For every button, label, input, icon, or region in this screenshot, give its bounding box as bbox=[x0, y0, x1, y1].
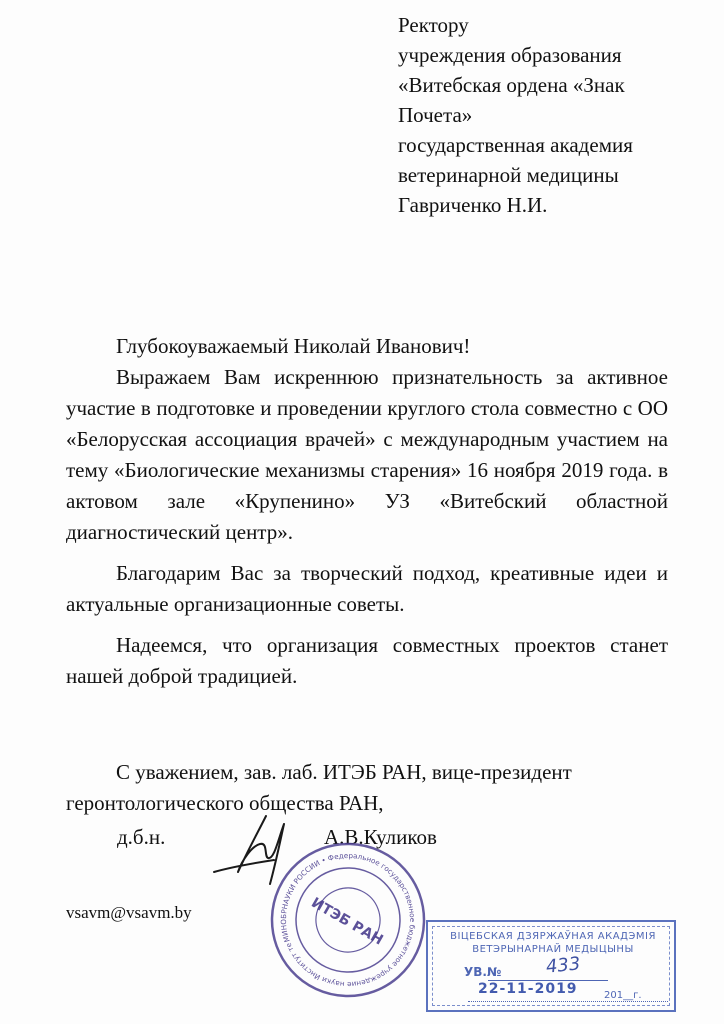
addressee-line: государственная академия bbox=[398, 133, 633, 157]
addressee-line: Ректору bbox=[398, 13, 469, 37]
addressee-line: Почета» bbox=[398, 103, 473, 127]
addressee-line: учреждения образования bbox=[398, 43, 622, 67]
paragraph-gratitude: Выражаем Вам искреннюю признательность за активное участие в подготовке и проведении круглого стола совместно с ОО «Белорусская ассоциация врачей» с международным участием на тему «Биологические механизмы старения» 16 ноября 2019 года. в актовом зале «Крупенино» УЗ «Витебский областной диагностический центр». bbox=[66, 365, 668, 544]
stamp-org-line: ВІЦЕБСКАЯ ДЗЯРЖАЎНАЯ АКАДЭМІЯ bbox=[450, 931, 656, 942]
stamp-number-label: УВ.№ bbox=[464, 965, 502, 979]
letter-body bbox=[66, 331, 668, 692]
closing-block bbox=[66, 757, 676, 819]
stamp-registration-number: 433 bbox=[544, 953, 582, 978]
closing-line: С уважением, зав. лаб. ИТЭБ РАН, вице-президент bbox=[116, 760, 572, 784]
seal-ring-text: МИНОБРНАУКИ РОССИИ • Федеральное государственное бюджетное учреждение науки Институт теоретической bbox=[278, 850, 417, 990]
paragraph-thanks: Благодарим Вас за творческий подход, креативные идеи и актуальные организационные советы. bbox=[66, 561, 668, 616]
registration-stamp bbox=[426, 920, 676, 1012]
stamp-date: 22-11-2019 bbox=[478, 981, 578, 997]
email-address: vsavm@vsavm.by bbox=[66, 903, 192, 922]
signer-name: А.В.Куликов bbox=[324, 825, 437, 849]
addressee-block bbox=[398, 10, 698, 220]
round-seal bbox=[268, 840, 428, 1000]
stamp-org-line: ВЕТЭРЫНАРНАЙ МЕДЫЦЫНЫ bbox=[472, 944, 634, 955]
seal-center-text: ИТЭБ РАН bbox=[308, 894, 386, 949]
closing-line: геронтологического общества РАН, bbox=[66, 791, 384, 815]
addressee-line: Гавриченко Н.И. bbox=[398, 193, 548, 217]
stamp-year-suffix: 201__г. bbox=[604, 990, 642, 1001]
addressee-line: ветеринарной медицины bbox=[398, 163, 619, 187]
salutation: Глубокоуважаемый Николай Иванович! bbox=[116, 334, 471, 358]
paragraph-hope: Надеемся, что организация совместных проектов станет нашей доброй традицией. bbox=[66, 633, 668, 688]
addressee-line: «Витебская ордена «Знак bbox=[398, 73, 625, 97]
signer-degree: д.б.н. bbox=[117, 825, 166, 849]
